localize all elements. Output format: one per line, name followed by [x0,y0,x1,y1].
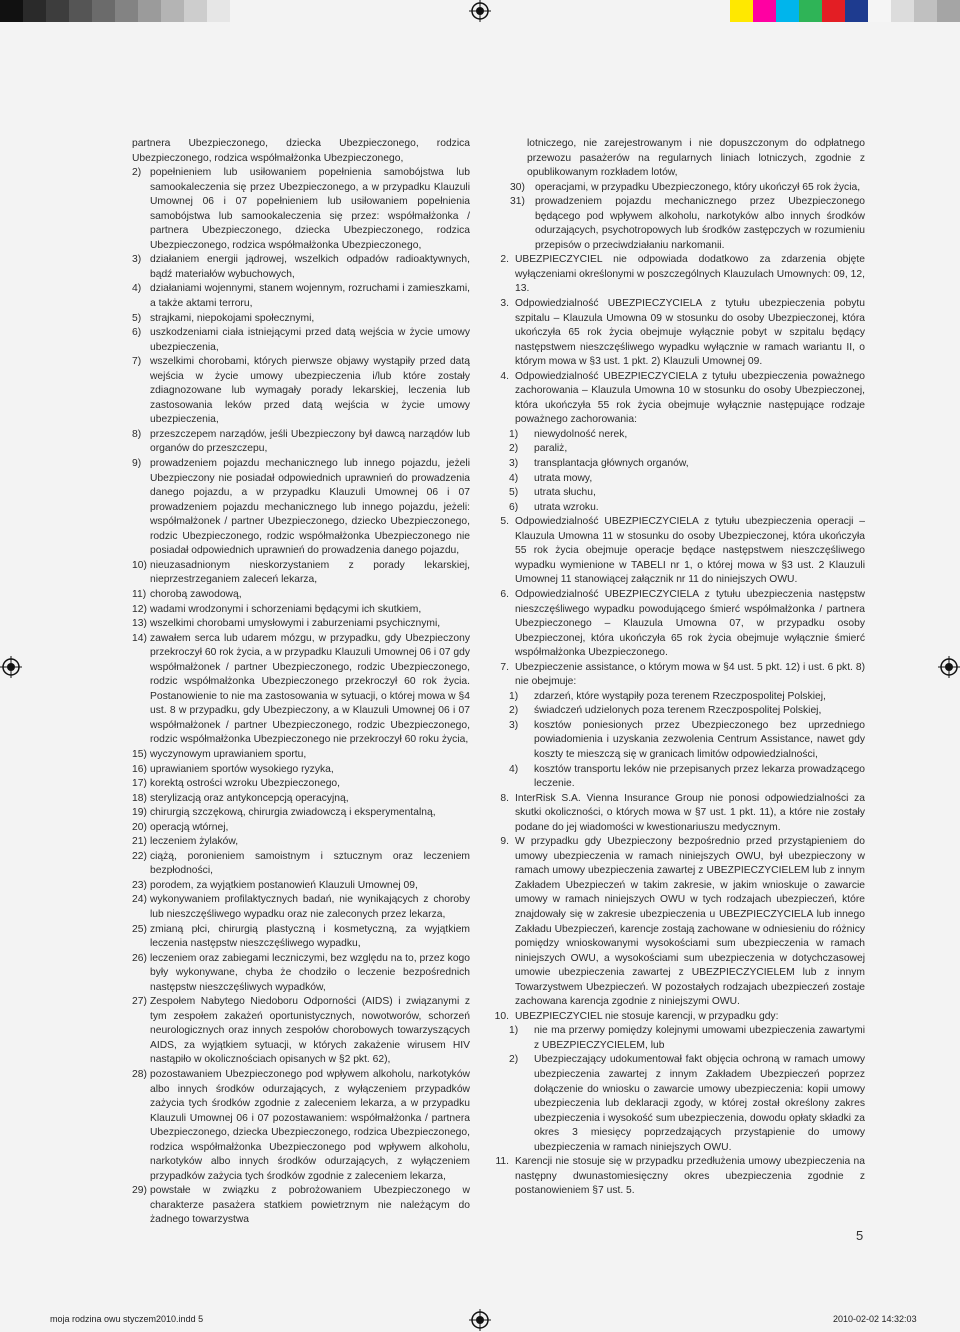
registration-mark-left-icon [0,656,22,678]
list-item-number: 3) [509,458,519,470]
list-item-text: wykonywaniem profilaktycznych badań, nie wynikających z choroby lub nieszczęśliwego wypadku oraz nie zaleconych przez lekarza, [150,894,470,920]
right-numbered-list-b [490,515,865,690]
list-item-number: 28) [132,1069,147,1080]
list-item-number: 6) [509,501,519,513]
list-item-text: Karencji nie stosuje się w przypadku przedłużenia umowy ubezpieczenia na następny dwunastomiesięczny okres ubezpieczenia zgodnie z postanowieniem §7 ust. 5. [515,1156,865,1197]
list-item-text: uszkodzeniami ciała istniejącymi przed datą wejścia w życie umowy ubezpieczenia, [150,327,470,353]
printer-color-bars [730,0,960,22]
list-item-number: 3) [132,254,142,266]
right-continuation-text: lotniczego, nie zarejestrowanym i nie dopuszczonym do odpłatnego przewozu pasażerów na regularnych liniach lotniczych, zgodnie z opublikowanym rozkładem lotów, [527,138,865,179]
list-item-text: wadami wrodzonymi i schorzeniami będącymi ich skutkiem, [150,603,422,615]
list-item-number: 8. [500,792,509,804]
list-item-text: wszelkimi chorobami, których pierwsze objawy wystąpiły przed datą wejścia w życie umowy ubezpieczenia i/lub które zostały zdiagnozowane lub wymagały porady lekarskiej, leczenia lub zastosowania leków przed datą wejścia w życie umowy ubezpieczenia, [150,356,470,426]
list-item-text: Odpowiedzialność UBEZPIECZYCIELA z tytułu ubezpieczenia następstw nieszczęśliwego wypadku powodującego śmierć współmałżonka / partnera Ubezpieczonego – Klauzula Umowna 07, w przypadku osoby Ubezpieczonej, która ukończyła 65 rok życia obejmuje wyłącznie śmierć współmałżonka Ubezpieczonego. [515,588,865,659]
list-item [509,1053,865,1155]
list-item-number: 19) [132,807,147,819]
list-item-number: 16) [132,763,147,775]
list-item-number: 3) [509,719,519,731]
list-item-text: porodem, za wyjątkiem postanowień Klauzuli Umownej 09, [150,879,418,891]
list-item-number: 5. [500,516,509,528]
list-item [132,1184,470,1228]
list-item-number: 31) [510,196,525,208]
list-item-text: nie ma przerwy pomiędzy kolejnymi umowami ubezpieczenia zawartymi z UBEZPIECZYCIELEM, lub [534,1025,865,1051]
list-item [132,312,470,327]
right-numbered-list-d [490,1155,865,1199]
list-item-number: 15) [132,748,147,760]
list-item-text: prowadzeniem pojazdu mechanicznego lub innego pojazdu, jeżeli Ubezpieczony nie posiadał odpowiednich uprawnień do prowadzenia danego pojazdu, a w przypadku Klauzuli Umownej 06 i 07 prowadzeniem pojazdu mechanicznego lub innego pojazdu, jeżeli: współmałżonek / partner Ubezpieczonego, dziecko Ubezpieczonego, rodzic Ubezpieczonego, rodzic współmałżonka Ubezpieczonego nie posiadał odpowiednich uprawnień do prowadzenia danego pojazdu, [150,458,470,557]
list-item-number: 14) [132,632,147,644]
registration-mark-right-icon [938,656,960,678]
list-item [509,486,865,501]
list-item-text: kosztów transportu leków nie przepisanych przez lekarza prowadzącego leczenie. [534,763,865,790]
right-numbered-list-c [490,792,865,1025]
list-item-text: Zespołem Nabytego Niedoboru Odporności (AIDS) i związanymi z tym zespołem zakażeń oportunistycznych, nowotworów, schorzeń neurologicznych oraz innych zespołów chorobowych towarzyszących AIDS, za wyjątkiem sytuacji, w których zakażenie wirusem HIV nastąpiło w okolicznościach opisanych w §2 pkt. 62), [150,996,470,1066]
list-item [132,763,470,778]
list-item-number: 23) [132,879,147,891]
list-item-number: 2) [509,443,519,455]
list-item-text: wszelkimi chorobami umysłowymi i zaburzeniami psychicznymi, [150,618,441,630]
list-item [132,603,470,618]
right-sublist-10 [490,1024,865,1155]
list-item-number: 10. [494,1010,509,1022]
list-item [490,370,865,428]
footer-filename: moja rodzina owu styczem2010.indd 5 [50,1314,204,1324]
list-item [132,748,470,763]
right-sublist-4 [490,428,865,515]
list-item-number: 4) [132,283,142,295]
list-item-number: 22) [132,850,147,862]
list-item [132,355,470,428]
right-column [490,137,865,1199]
list-item-number: 21) [132,836,147,848]
list-item-text: operacją wtórnej, [150,821,229,833]
printer-gray-bars [0,0,230,22]
list-item-text: powstałe w związku z pobrożowaniem Ubezpieczonego w charakterze pasażera statkiem powietrznym nie należącym do żadnego towarzystwa [150,1185,470,1226]
list-item [490,661,865,690]
list-item-text: popełnieniem lub usiłowaniem popełnienia samobójstwa lub samookaleczenia się przez Ubezpieczonego, a w przypadku Klauzuli Umownej 06 i 07 popełnieniem lub usiłowaniem popełnienia samobójstwa lub samookaleczenia się przez: współmałżonka / partnera Ubezpieczonego, dziecka Ubezpieczonego, rodzica Ubezpieczonego, rodzica współmałżonka Ubezpieczonego, [150,167,470,251]
list-item-text: działaniami wojennymi, stanem wojennym, rozruchami i zamieszkami, a także aktami terroru, [150,283,470,310]
list-item-text: zawałem serca lub udarem mózgu, w przypadku, gdy Ubezpieczony przekroczył 60 rok życia, a w przypadku Klauzuli Umownej 06 i 07 gdy współmałżonek / partner Ubezpieczonego, rodzic Ubezpieczonego, rodzic współmałżonka Ubezpieczonego przekroczył 60 rok życia. Postanowienie to nie ma zastosowania w sytuacji, o której mowa w §4 ust. 8 w przypadku, gdy Ubezpieczony, a w Klauzuli Umownej 06 i 07 współmałżonek / partner Ubezpieczonego, rodzic Ubezpieczonego, rodzic współmałżonka Ubezpieczonego nie przekroczył 60 roku życia, [150,632,470,746]
list-item-number: 4. [500,370,509,382]
list-item [509,501,865,516]
list-item-text: niewydolność nerek, [534,428,628,440]
list-item-number: 2. [500,254,509,266]
list-item [132,923,470,952]
list-item [490,1155,865,1199]
list-item [509,763,865,792]
list-item [132,821,470,836]
list-item-text: kosztów poniesionych przez Ubezpieczonego bez uprzedniego powiadomienia i uzyskania zezwolenia Centrum Assistance, nawet gdy koszty te mieszczą się w granicach limitów odpowiedzialności, [534,719,865,760]
list-item [509,704,865,719]
list-item [509,1024,865,1053]
list-item [490,588,865,661]
list-item-text: utrata słuchu, [534,487,596,499]
list-item [490,1010,865,1025]
list-item [132,617,470,632]
list-item [132,995,470,1068]
list-item-text: pozostawaniem Ubezpieczonego pod wpływem alkoholu, narkotyków albo innych środków odurzających, z wyłączeniem przypadków zażycia tych środków zgodnie z zaleceniem lekarza, a w przypadku Klauzuli Umownej 06 i 07 pozostawaniem: współmałżonka / partnera Ubezpieczonego, dziecka Ubezpieczonego, rodzica Ubezpieczonego, rodzica współmałżonka Ubezpieczonego pod wpływem alkoholu, narkotyków albo innych środków odurzających, z wyłączeniem przypadków zażycia tych środków zgodnie z zaleceniem lekarza, [150,1069,470,1182]
list-item [132,806,470,821]
list-item [132,952,470,996]
list-item [132,835,470,850]
list-item-number: 5) [509,487,519,499]
list-item-number: 6) [132,327,142,339]
list-item-text: korektą ostrości wzroku Ubezpieczonego, [150,778,341,790]
list-item-number: 1) [509,690,519,702]
list-item [510,195,865,253]
list-item [132,879,470,894]
list-item-number: 10) [132,559,147,571]
list-item-text: paraliż, [534,443,568,455]
list-item-text: chirurgią szczękową, chirurgia zwiadowczą i eksperymentalną, [150,807,436,819]
list-item-number: 8) [132,428,142,440]
list-item-number: 6. [500,588,509,600]
list-item-number: 26) [132,952,147,964]
list-item-number: 3. [500,298,509,310]
list-item-number: 11) [132,588,147,600]
list-item [490,835,865,1010]
list-item-number: 5) [132,312,142,324]
list-item [132,428,470,457]
list-item [490,792,865,836]
list-item-number: 24) [132,894,147,906]
list-item-text: wyczynowym uprawianiem sportu, [150,748,307,760]
list-item-number: 25) [132,923,147,935]
list-item [132,777,470,792]
list-item-text: chorobą zawodową, [150,588,242,600]
list-item [132,166,470,253]
list-item [132,457,470,559]
list-item-text: zdarzeń, które wystąpiły poza terenem Rzeczpospolitej Polskiej, [534,690,826,702]
list-item-number: 1) [509,428,519,440]
list-item [132,253,470,282]
list-item [132,559,470,588]
list-item-text: UBEZPIECZYCIEL nie stosuje karencji, w przypadku gdy: [515,1010,779,1022]
registration-mark-top-icon [469,0,491,22]
list-item-number: 9) [132,458,142,470]
list-item-number: 2) [509,705,519,717]
list-item [132,588,470,603]
list-item-text: świadczeń udzielonych poza terenem Rzeczpospolitej Polskiej, [534,705,822,717]
left-intro-text: partnera Ubezpieczonego, dziecka Ubezpieczonego, rodzica Ubezpieczonego, rodzica współmałżonka Ubezpieczonego, [132,138,470,164]
list-item-text: leczeniem żylaków, [150,836,239,848]
list-item-text: Odpowiedzialność UBEZPIECZYCIELA z tytułu ubezpieczenia poważnego zachorowania – Klauzula Umowna 10 w stosunku do osoby Ubezpieczonej, która ukończyła 55 rok życia obejmuje wyłącznie następujące rodzaje poważnego zachorowania: [515,370,865,426]
list-item-number: 13) [132,618,147,630]
list-item-text: transplantacja głównych organów, [534,458,689,470]
list-item-number: 4) [509,472,519,484]
left-column [132,137,470,1228]
list-item-number: 29) [132,1185,147,1197]
list-item [510,181,865,196]
list-item-text: Odpowiedzialność UBEZPIECZYCIELA z tytułu ubezpieczenia operacji – Klauzula Umowna 11 w stosunku do osoby Ubezpieczonej, która ukończyła 55 rok życia obejmuje operacje będące następstwem nieszczęśliwego wypadku wymienione w TABELI nr 1, o której mowa w §3 ust. 2 Klauzuli Umownej 11 stanowiącej załącznik nr 11 do niniejszych OWU. [515,516,865,586]
list-item-number: 20) [132,821,147,833]
list-item-number: 2) [509,1054,519,1066]
registration-mark-bottom-icon [469,1309,491,1331]
list-item [490,297,865,370]
list-item [132,1068,470,1184]
list-item-text: przeszczepem narządów, jeśli Ubezpieczony był dawcą narządów lub organów do przeszczepu, [150,428,470,455]
list-item-number: 4) [509,763,519,775]
list-item-text: leczeniem oraz zabiegami leczniczymi, bez względu na to, przez kogo były wykonywane, chyba że chodziło o leczenie bezpośrednich następstw nieszczęśliwych wypadków, [150,952,470,993]
list-item-number: 1) [509,1025,519,1037]
list-item-text: InterRisk S.A. Vienna Insurance Group nie ponosi odpowiedzialności za skutki okoliczności, o których mowa w §7 ust. 1 pkt. 11), a które nie zostały podane do jej wiadomości w kwestionariuszu medycznym. [515,792,865,833]
list-item [132,792,470,807]
list-item [509,442,865,457]
list-item-text: utrata mowy, [534,472,593,484]
list-item [490,515,865,588]
list-item-text: sterylizacją oraz antykoncepcją operacyjną, [150,792,349,804]
list-item-number: 9. [500,836,509,848]
list-item-text: operacjami, w przypadku Ubezpieczonego, który ukończył 65 rok życia, [535,181,861,193]
list-item-number: 17) [132,778,147,790]
list-item [509,690,865,705]
list-item-text: Ubezpieczenie assistance, o którym mowa w §4 ust. 5 pkt. 12) i ust. 6 pkt. 8) nie obejmuje: [515,661,865,688]
list-item-text: Odpowiedzialność UBEZPIECZYCIELA z tytułu ubezpieczenia pobytu szpitalu – Klauzula Umowna 09 w stosunku do osoby Ubezpieczonej, która ukończyła 65 rok życia obejmuje wyłącznie pobyt w szpitalu będący następstwem nieszczęśliwego wypadku wyłącznie w ramach wariantu II, o którym mowa w §3 ust. 1 pkt. 2) Klauzuli Umownej 09. [515,298,865,368]
footer-timestamp: 2010-02-02 14:32:03 [833,1314,917,1324]
list-item [132,632,470,748]
list-item [132,282,470,311]
list-item-text: UBEZPIECZYCIEL nie odpowiada dodatkowo za zdarzenia objęte wyłączeniami określonymi w poszczególnych Klauzulach Umownych: 09, 12, 13. [515,254,865,295]
list-item-number: 12) [132,603,147,615]
list-item-text: uprawianiem sportów wysokiego ryzyka, [150,763,334,775]
list-item-text: strajkami, niepokojami społecznymi, [150,312,315,324]
list-item [132,326,470,355]
left-exclusion-list [132,166,470,1228]
list-item-number: 27) [132,996,147,1008]
right-numbered-list-a [490,253,865,428]
list-item-text: ciążą, poronieniem samoistnym i sztucznym oraz leczeniem bezpłodności, [150,850,470,877]
list-item-number: 11. [495,1156,509,1168]
list-item-text: działaniem energii jądrowej, wszelkich odpadów radioaktywnych, bądź materiałów wybuchowych, [150,254,470,280]
page-number: 5 [856,1228,864,1243]
list-item-number: 7) [132,356,142,368]
list-item [490,253,865,297]
list-item-number: 30) [510,181,525,193]
list-item [509,457,865,472]
list-item [509,472,865,487]
list-item-text: W przypadku gdy Ubezpieczony bezpośrednio przed przystąpieniem do umowy ubezpieczenia w ramach niniejszych OWU, był ubezpieczony w ramach umowy ubezpieczenia zawartej z UBEZPIECZYCIELEM lub z innym Zakładem Ubezpieczeń w takim zakresie, w jakim wnioskuje o zawarcie umowy w ramach niniejszych OWU w tych rodzajach ubezpieczeń, które znajdowały się w zakresie ubezpieczenia u UBEZPIECZYCIELA lub innego Zakładu Ubezpieczeń, karencje zostają zachowane w odniesieniu do różnicy pomiędzy wnioskowanymi wysokościami sum ubezpieczenia w ramach niniejszych OWU, a wysokościami sum ubezpieczenia w dotychczasowej umowie ubezpieczenia zawartej z UBEZPIECZYCIELEM lub z innym Towarzystwem Ubezpieczeń. W pozostałych rodzajach ubezpieczeń zostaje zachowana karencja zgodnie z niniejszymi OWU. [515,836,865,1008]
list-item [132,893,470,922]
list-item [132,850,470,879]
list-item-text: utrata wzroku. [534,501,599,513]
list-item-text: nieuzasadnionym nieskorzystaniem z porady lekarskiej, nieprzestrzeganiem zaleceń lekarza, [150,559,470,586]
list-item-text: zmianą płci, chirurgią plastyczną i kosmetyczną, za wyjątkiem leczenia następstw nieszczęśliwego wypadku, [150,923,470,950]
list-item [509,428,865,443]
list-item-number: 2) [132,167,142,179]
list-item [509,719,865,763]
right-sublist-7 [490,690,865,792]
list-item-number: 7. [500,661,509,673]
list-item-text: Ubezpieczający udokumentował fakt objęcia ochroną w ramach umowy ubezpieczenia zawartej z innym Zakładem Ubezpieczeń poprzez dołączenie do wniosku o zawarcie umowy ubezpieczenia: kopii umowy ubezpieczenia lub deklaracji zgody, w której został określony zakres ubezpieczenia i wysokość sum ubezpieczenia, dowodu opłaty składki za okres 3 miesięcy poprzedzających przystąpienie do umowy ubezpieczenia w ramach niniejszych OWU. [534,1054,865,1153]
list-item-number: 18) [132,792,147,804]
right-top-sublist [490,181,865,254]
list-item-text: prowadzeniem pojazdu mechanicznego przez Ubezpieczonego będącego pod wpływem alkoholu, narkotyków albo innych środków odurzających, psychotropowych lub środków zastępczych w rozumieniu przepisów o przeciwdziałaniu narkomanii. [535,196,865,251]
